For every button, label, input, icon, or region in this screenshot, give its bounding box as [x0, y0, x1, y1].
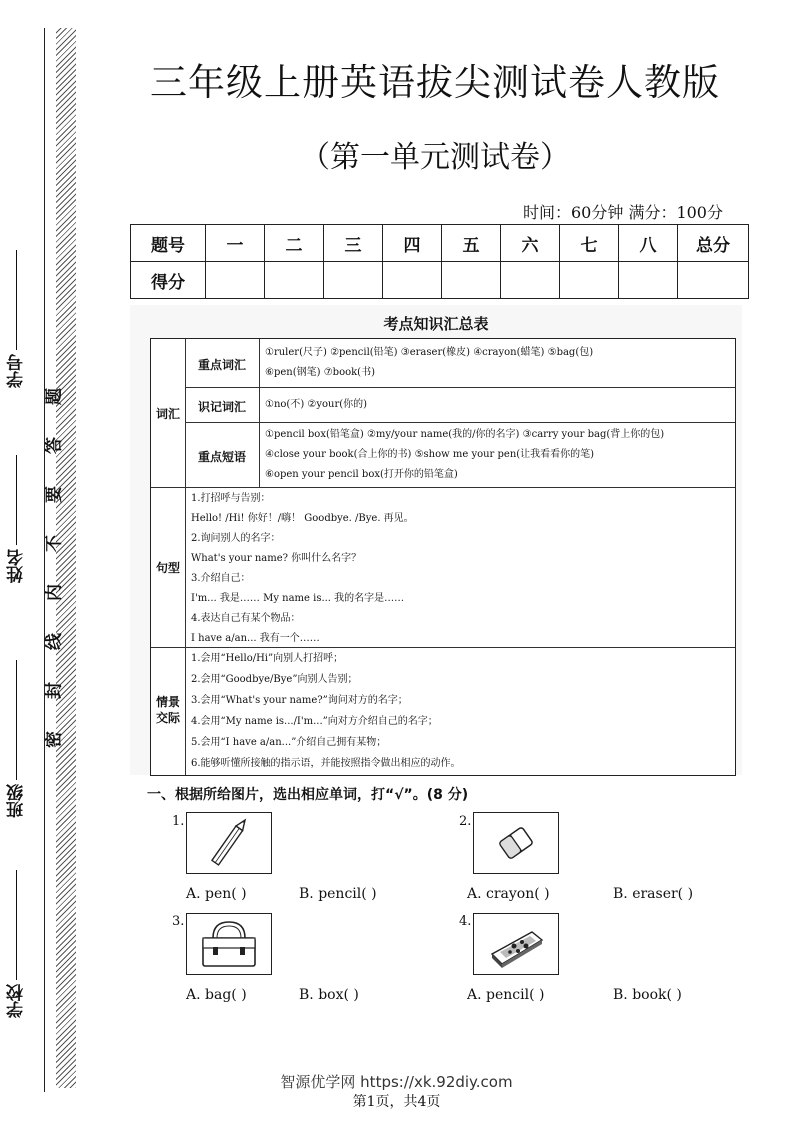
- score-cell[interactable]: [501, 262, 560, 299]
- option-a[interactable]: A. pencil( ): [467, 987, 545, 1003]
- option-a[interactable]: A. pen( ): [186, 886, 247, 902]
- context-line: 4.会用“My name is.../I'm...”向对方介绍自己的名字；: [191, 716, 438, 727]
- vocab-label: 词汇: [155, 407, 180, 421]
- score-cell[interactable]: [265, 262, 324, 299]
- option-b[interactable]: B. pencil( ): [299, 886, 377, 902]
- context-label: 情景 交际: [155, 695, 180, 725]
- score-cell[interactable]: [383, 262, 442, 299]
- item-number: 4.: [459, 914, 472, 929]
- score-value-row: [131, 262, 749, 299]
- context-line: 1.会用“Hello/Hi”向别人打招呼；: [191, 653, 344, 664]
- grid-line: [151, 487, 735, 488]
- option-a[interactable]: A. crayon( ): [467, 886, 550, 902]
- item-number: 2.: [459, 814, 472, 829]
- score-cell[interactable]: [324, 262, 383, 299]
- knowledge-title: 考点知识汇总表: [383, 315, 489, 333]
- binding-line: [44, 28, 45, 1092]
- sentence-label: 句型: [155, 561, 180, 575]
- context-line: 2.会用“Goodbye/Bye”向别人告别；: [191, 674, 358, 685]
- grid-line: [185, 387, 735, 388]
- pencil-icon: [186, 812, 272, 874]
- sentence-line: 3.介绍自己：: [191, 573, 251, 584]
- time-info: 时间：60分钟 满分：100分: [523, 203, 723, 222]
- grid-line: [185, 422, 735, 423]
- watermark-text: 智源优学网 https://xk.92diy.com: [280, 1073, 513, 1091]
- key-words-line: ⑥pen(钢笔) ⑦book(书): [265, 367, 375, 378]
- context-line: 3.会用“What's your name?”询问对方的名字；: [191, 695, 408, 706]
- class-field: 班级: [4, 660, 29, 818]
- key-phrases-line: ⑥open your pencil box(打开你的铅笔盒): [265, 469, 458, 480]
- score-header-row: [131, 225, 749, 262]
- score-header-cell: 七: [560, 225, 619, 262]
- score-header-cell: 二: [265, 225, 324, 262]
- score-cell[interactable]: [442, 262, 501, 299]
- option-a[interactable]: A. bag( ): [186, 987, 247, 1003]
- key-phrases-line: ①pencil box(铅笔盒) ②my/your name(我的/你的名字) ③carry your bag(背上你的包): [265, 429, 665, 440]
- key-phrases-line: ④close your book(合上你的书) ⑤show me your pen(让我看看你的笔): [265, 449, 595, 460]
- item-number: 3.: [172, 914, 185, 929]
- seal-line-warning: 题 答 要 不 内 线 封 密: [44, 388, 65, 748]
- sentence-line: 2.询问别人的名字：: [191, 533, 281, 544]
- option-b[interactable]: B. eraser( ): [613, 886, 694, 902]
- score-header-cell: 四: [383, 225, 442, 262]
- key-words-label: 重点词汇: [197, 358, 246, 372]
- score-cell[interactable]: [560, 262, 619, 299]
- page-title: 三年级上册英语拔尖测试卷人教版: [150, 61, 720, 104]
- book-icon: [473, 913, 559, 975]
- context-line: 6.能够听懂所接触的指示语，并能按照指令做出相应的动作。: [191, 758, 461, 769]
- bag-icon: [186, 913, 272, 975]
- sentence-line: Hello! /Hi! 你好！/嗨！ Goodbye. /Bye. 再见。: [191, 513, 414, 524]
- knowledge-grid: [150, 338, 736, 776]
- page-number: 第1页，共4页: [352, 1094, 441, 1110]
- grid-line: [259, 339, 260, 487]
- student-id-field: 学号: [4, 250, 29, 388]
- score-header-cell: 六: [501, 225, 560, 262]
- score-cell[interactable]: [678, 262, 749, 299]
- option-b[interactable]: B. book( ): [613, 987, 682, 1003]
- school-field: 学校: [4, 870, 29, 1018]
- page-subtitle: （第一单元测试卷）: [300, 140, 570, 175]
- score-header-cell: 一: [206, 225, 265, 262]
- score-header-cell: 题号: [131, 225, 206, 262]
- sentence-line: What's your name? 你叫什么名字？: [191, 553, 362, 564]
- score-header-cell: 三: [324, 225, 383, 262]
- sentence-line: 4.表达自己有某个物品：: [191, 613, 301, 624]
- score-cell[interactable]: [206, 262, 265, 299]
- score-cell[interactable]: [619, 262, 678, 299]
- item-number: 1.: [172, 814, 185, 829]
- recognize-words-label: 识记词汇: [197, 400, 246, 414]
- sentence-line: 1.打招呼与告别：: [191, 493, 271, 504]
- recognize-words-line: ①no(不) ②your(你的): [265, 399, 368, 410]
- eraser-icon: [473, 812, 559, 874]
- score-row-label: 得分: [131, 262, 206, 299]
- sentence-line: I have a/an... 我有一个……: [191, 633, 320, 644]
- score-table: [130, 224, 749, 299]
- sentence-line: I'm... 我是…… My name is... 我的名字是……: [191, 593, 405, 604]
- key-phrases-label: 重点短语: [197, 450, 246, 464]
- name-field: 姓名: [4, 455, 29, 583]
- key-words-line: ①ruler(尺子) ②pencil(铅笔) ③eraser(橡皮) ④crayon(蜡笔) ⑤bag(包): [265, 347, 594, 358]
- knowledge-summary: [130, 305, 742, 775]
- score-header-cell: 五: [442, 225, 501, 262]
- score-header-cell: 八: [619, 225, 678, 262]
- option-b[interactable]: B. box( ): [299, 987, 359, 1003]
- score-header-cell: 总分: [678, 225, 749, 262]
- question-1-title: 一、根据所给图片，选出相应单词，打“√”。(8 分): [147, 787, 469, 803]
- context-line: 5.会用“I have a/an...”介绍自己拥有某物；: [191, 737, 387, 748]
